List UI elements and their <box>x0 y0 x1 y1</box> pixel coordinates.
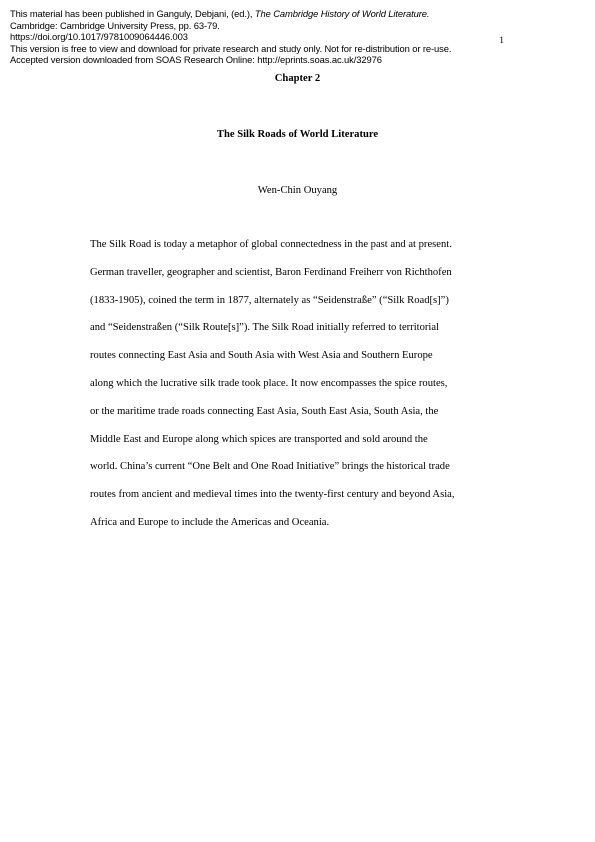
body-line: world. China’s current “One Belt and One Road Initiative” brings the historical trade <box>90 461 450 473</box>
notice-publication-prefix: This material has been published in Ganguly, Debjani, (ed.), <box>10 8 255 19</box>
author-name: Wen-Chin Ouyang <box>257 185 338 196</box>
body-line: The Silk Road is today a metaphor of global connectedness in the past and at present. <box>90 239 452 250</box>
notice-line-source: Accepted version downloaded from SOAS Research Online: http://eprints.soas.ac.uk/32976 <box>10 54 382 66</box>
body-paragraph <box>90 238 510 544</box>
body-line: and “Seidenstraßen (“Silk Route[s]”). The Silk Road initially referred to territorial <box>90 322 439 334</box>
body-line: German traveller, geographer and scientist, Baron Ferdinand Freiherr von Richthofen <box>90 266 452 278</box>
body-line: Middle East and Europe along which spices are transported and sold around the <box>90 433 428 445</box>
publication-notice <box>10 8 500 66</box>
body-line: (1833-1905), coined the term in 1877, alternately as “Seidenstraße” (“Silk Road[s]”) <box>90 294 449 306</box>
page-number: 1 <box>499 36 504 46</box>
body-line: or the maritime trade roads connecting East Asia, South East Asia, South Asia, the <box>90 405 439 417</box>
notice-line-publisher: Cambridge: Cambridge University Press, pp. 63-79. <box>10 19 220 31</box>
paper-title: The Silk Roads of World Literature <box>216 129 379 140</box>
notice-line-doi: https://doi.org/10.1017/9781009064446.003 <box>10 31 188 43</box>
body-line: Africa and Europe to include the Americas and Oceania. <box>90 516 330 528</box>
body-line: routes connecting East Asia and South Asia with West Asia and Southern Europe <box>90 350 433 362</box>
notice-book-title: The Cambridge History of World Literature. <box>254 8 430 19</box>
chapter-label: Chapter 2 <box>274 73 321 84</box>
notice-line-usage: This version is free to view and download for private research and study only. Not for re-distribution or re-use. <box>10 42 452 54</box>
notice-line-publication <box>10 8 500 20</box>
body-line: routes from ancient and medieval times into the twenty-first century and beyond Asia, <box>90 489 455 501</box>
body-line: along which the lucrative silk trade took place. It now encompasses the spice routes, <box>90 377 448 389</box>
